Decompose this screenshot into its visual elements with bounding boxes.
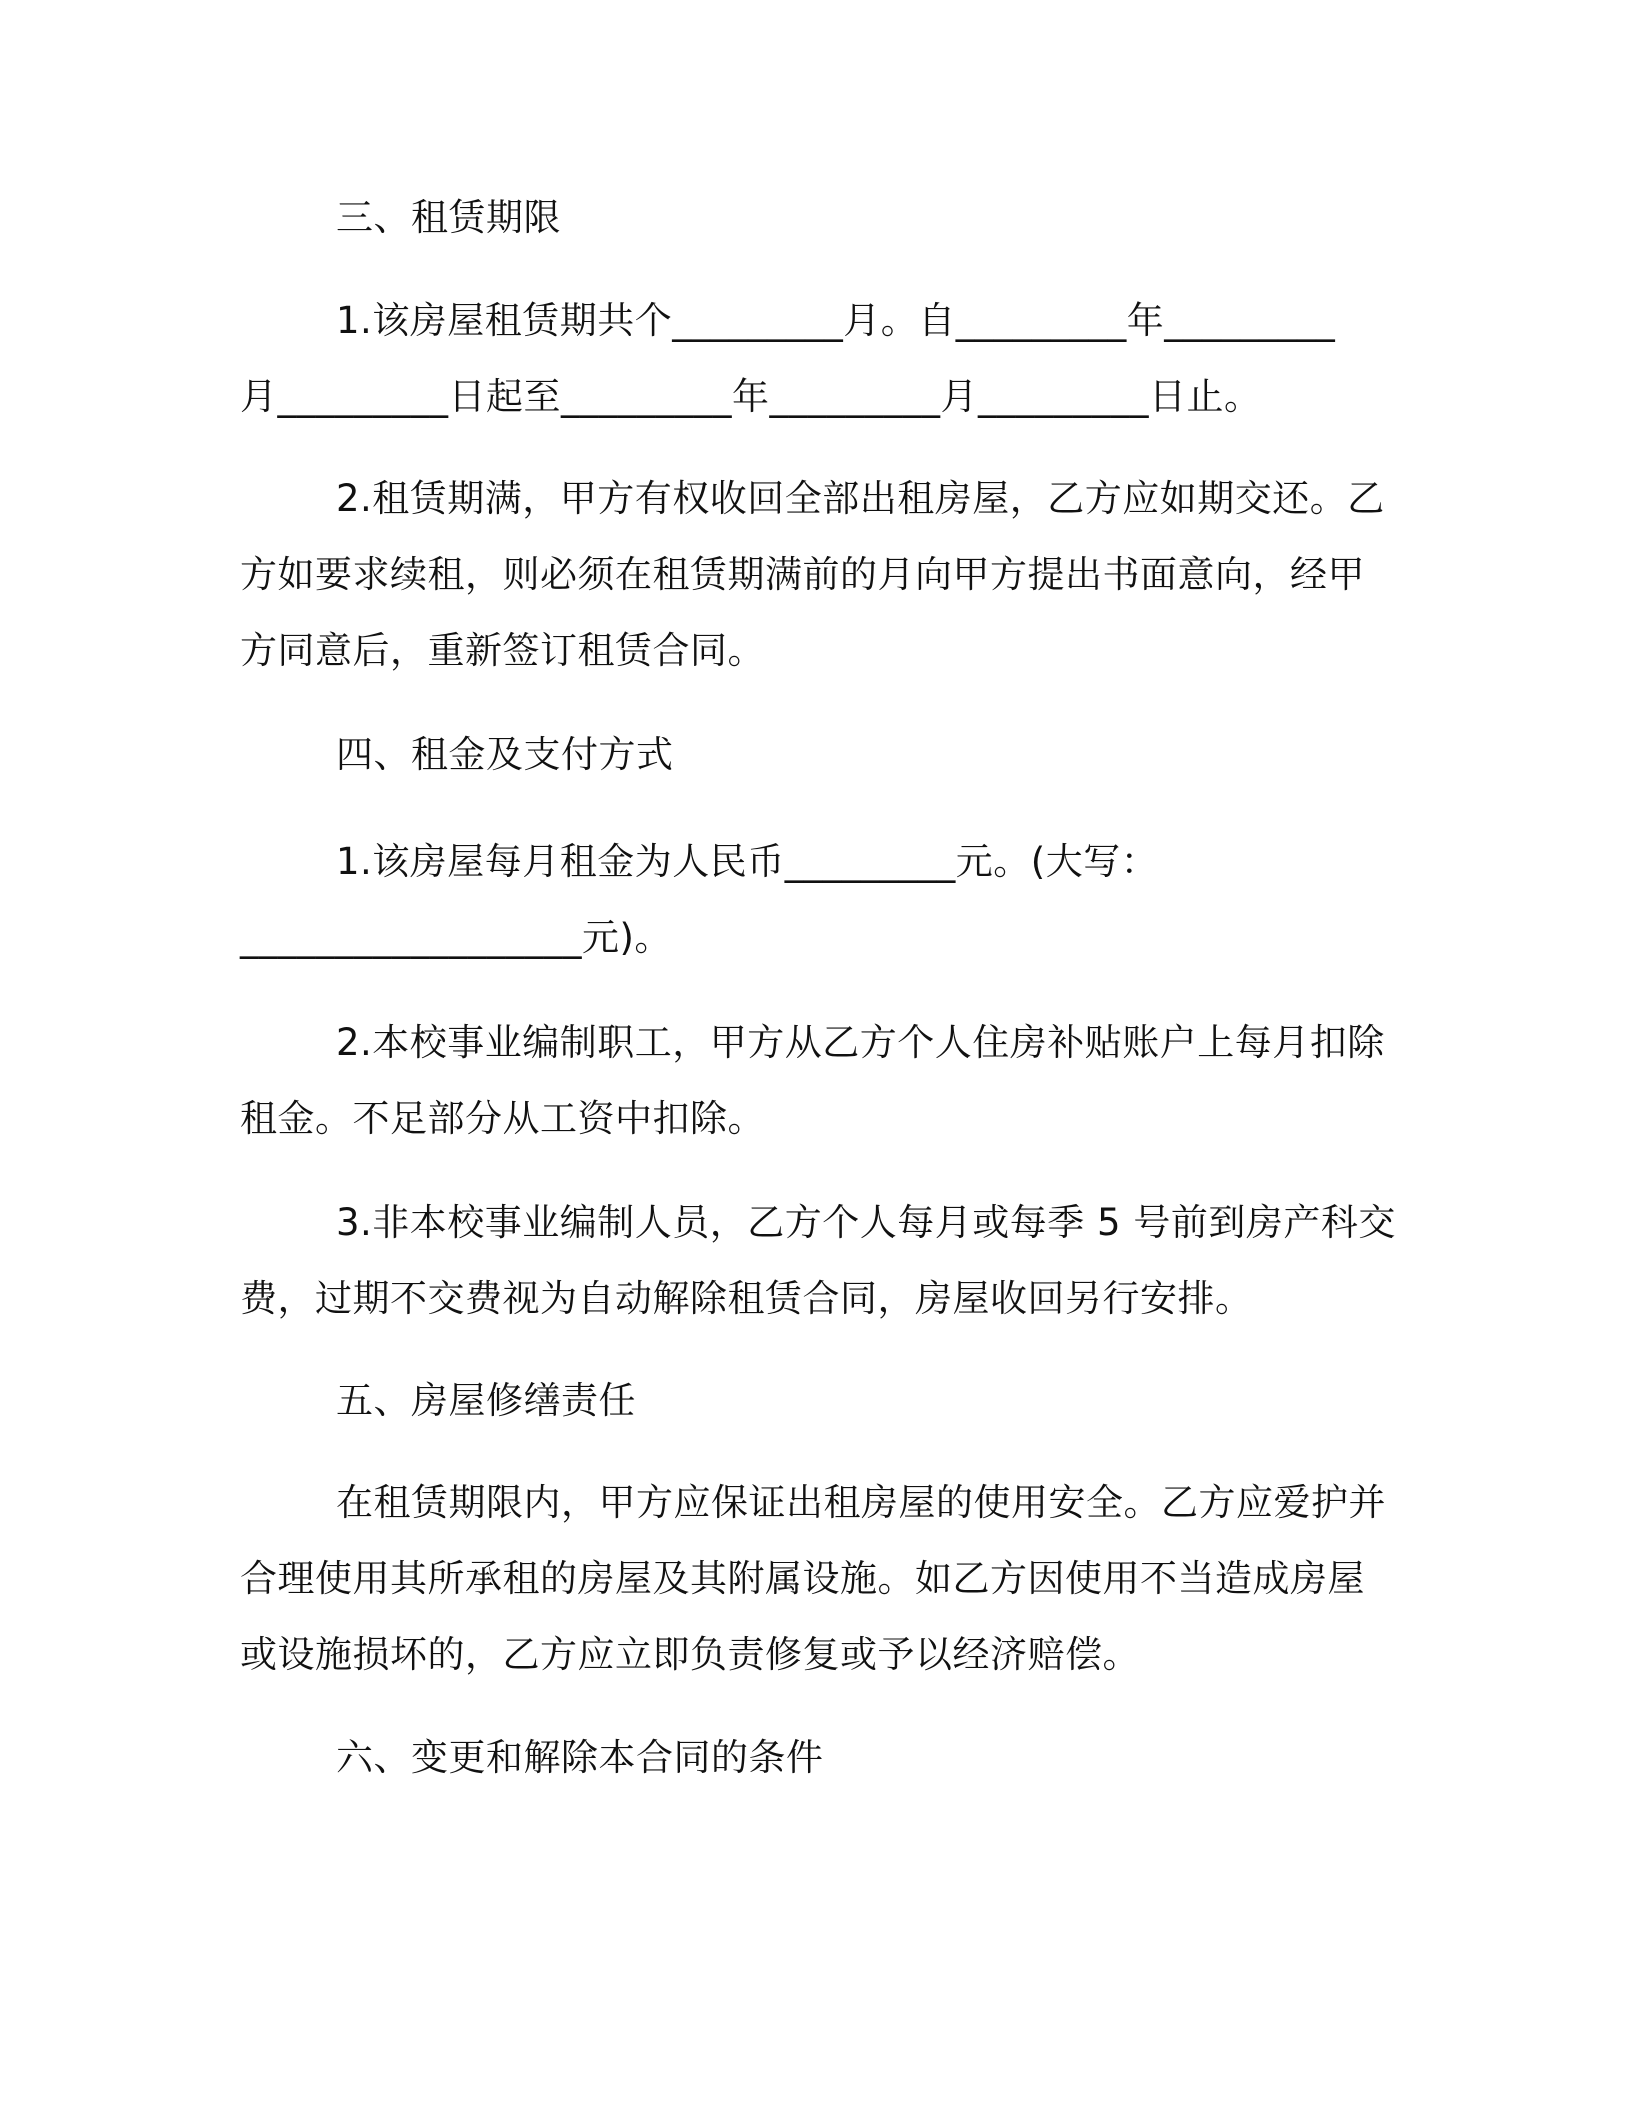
lease-term-clause-1-line-1: 1.该房屋租赁期共个_________月。自_________年_________	[336, 299, 1336, 342]
lease-term-clause-1-line-2: 月_________日起至_________年_________月_________日止。	[240, 375, 1262, 418]
lease-term-clause-2-line-3: 方同意后，重新签订租赁合同。	[240, 629, 765, 672]
document-page	[240, 0, 1396, 2112]
repair-clause-line-2: 合理使用其所承租的房屋及其附属设施。如乙方因使用不当造成房屋	[240, 1557, 1365, 1600]
rent-clause-1-line-1: 1.该房屋每月租金为人民币_________元。(大写：	[336, 840, 1159, 883]
section-heading-rent-payment: 四、租金及支付方式	[336, 733, 674, 776]
repair-clause-line-1: 在租赁期限内，甲方应保证出租房屋的使用安全。乙方应爱护并	[336, 1481, 1386, 1524]
section-heading-change-termination: 六、变更和解除本合同的条件	[336, 1736, 824, 1779]
rent-clause-2-line-1: 2.本校事业编制职工，甲方从乙方个人住房补贴账户上每月扣除	[336, 1021, 1385, 1064]
section-heading-repair-responsibility: 五、房屋修缮责任	[336, 1379, 636, 1422]
lease-term-clause-2-line-2: 方如要求续租，则必须在租赁期满前的月向甲方提出书面意向，经甲	[240, 553, 1365, 596]
section-heading-lease-term: 三、租赁期限	[336, 196, 561, 239]
rent-clause-1-line-2: __________________元)。	[240, 916, 672, 959]
rent-clause-2-line-2: 租金。不足部分从工资中扣除。	[240, 1097, 765, 1140]
rent-clause-3-line-2: 费，过期不交费视为自动解除租赁合同，房屋收回另行安排。	[240, 1277, 1253, 1320]
repair-clause-line-3: 或设施损坏的，乙方应立即负责修复或予以经济赔偿。	[240, 1633, 1140, 1676]
lease-term-clause-2-line-1: 2.租赁期满，甲方有权收回全部出租房屋，乙方应如期交还。乙	[336, 477, 1385, 520]
rent-clause-3-line-1: 3.非本校事业编制人员，乙方个人每月或每季 5 号前到房产科交	[336, 1201, 1396, 1244]
